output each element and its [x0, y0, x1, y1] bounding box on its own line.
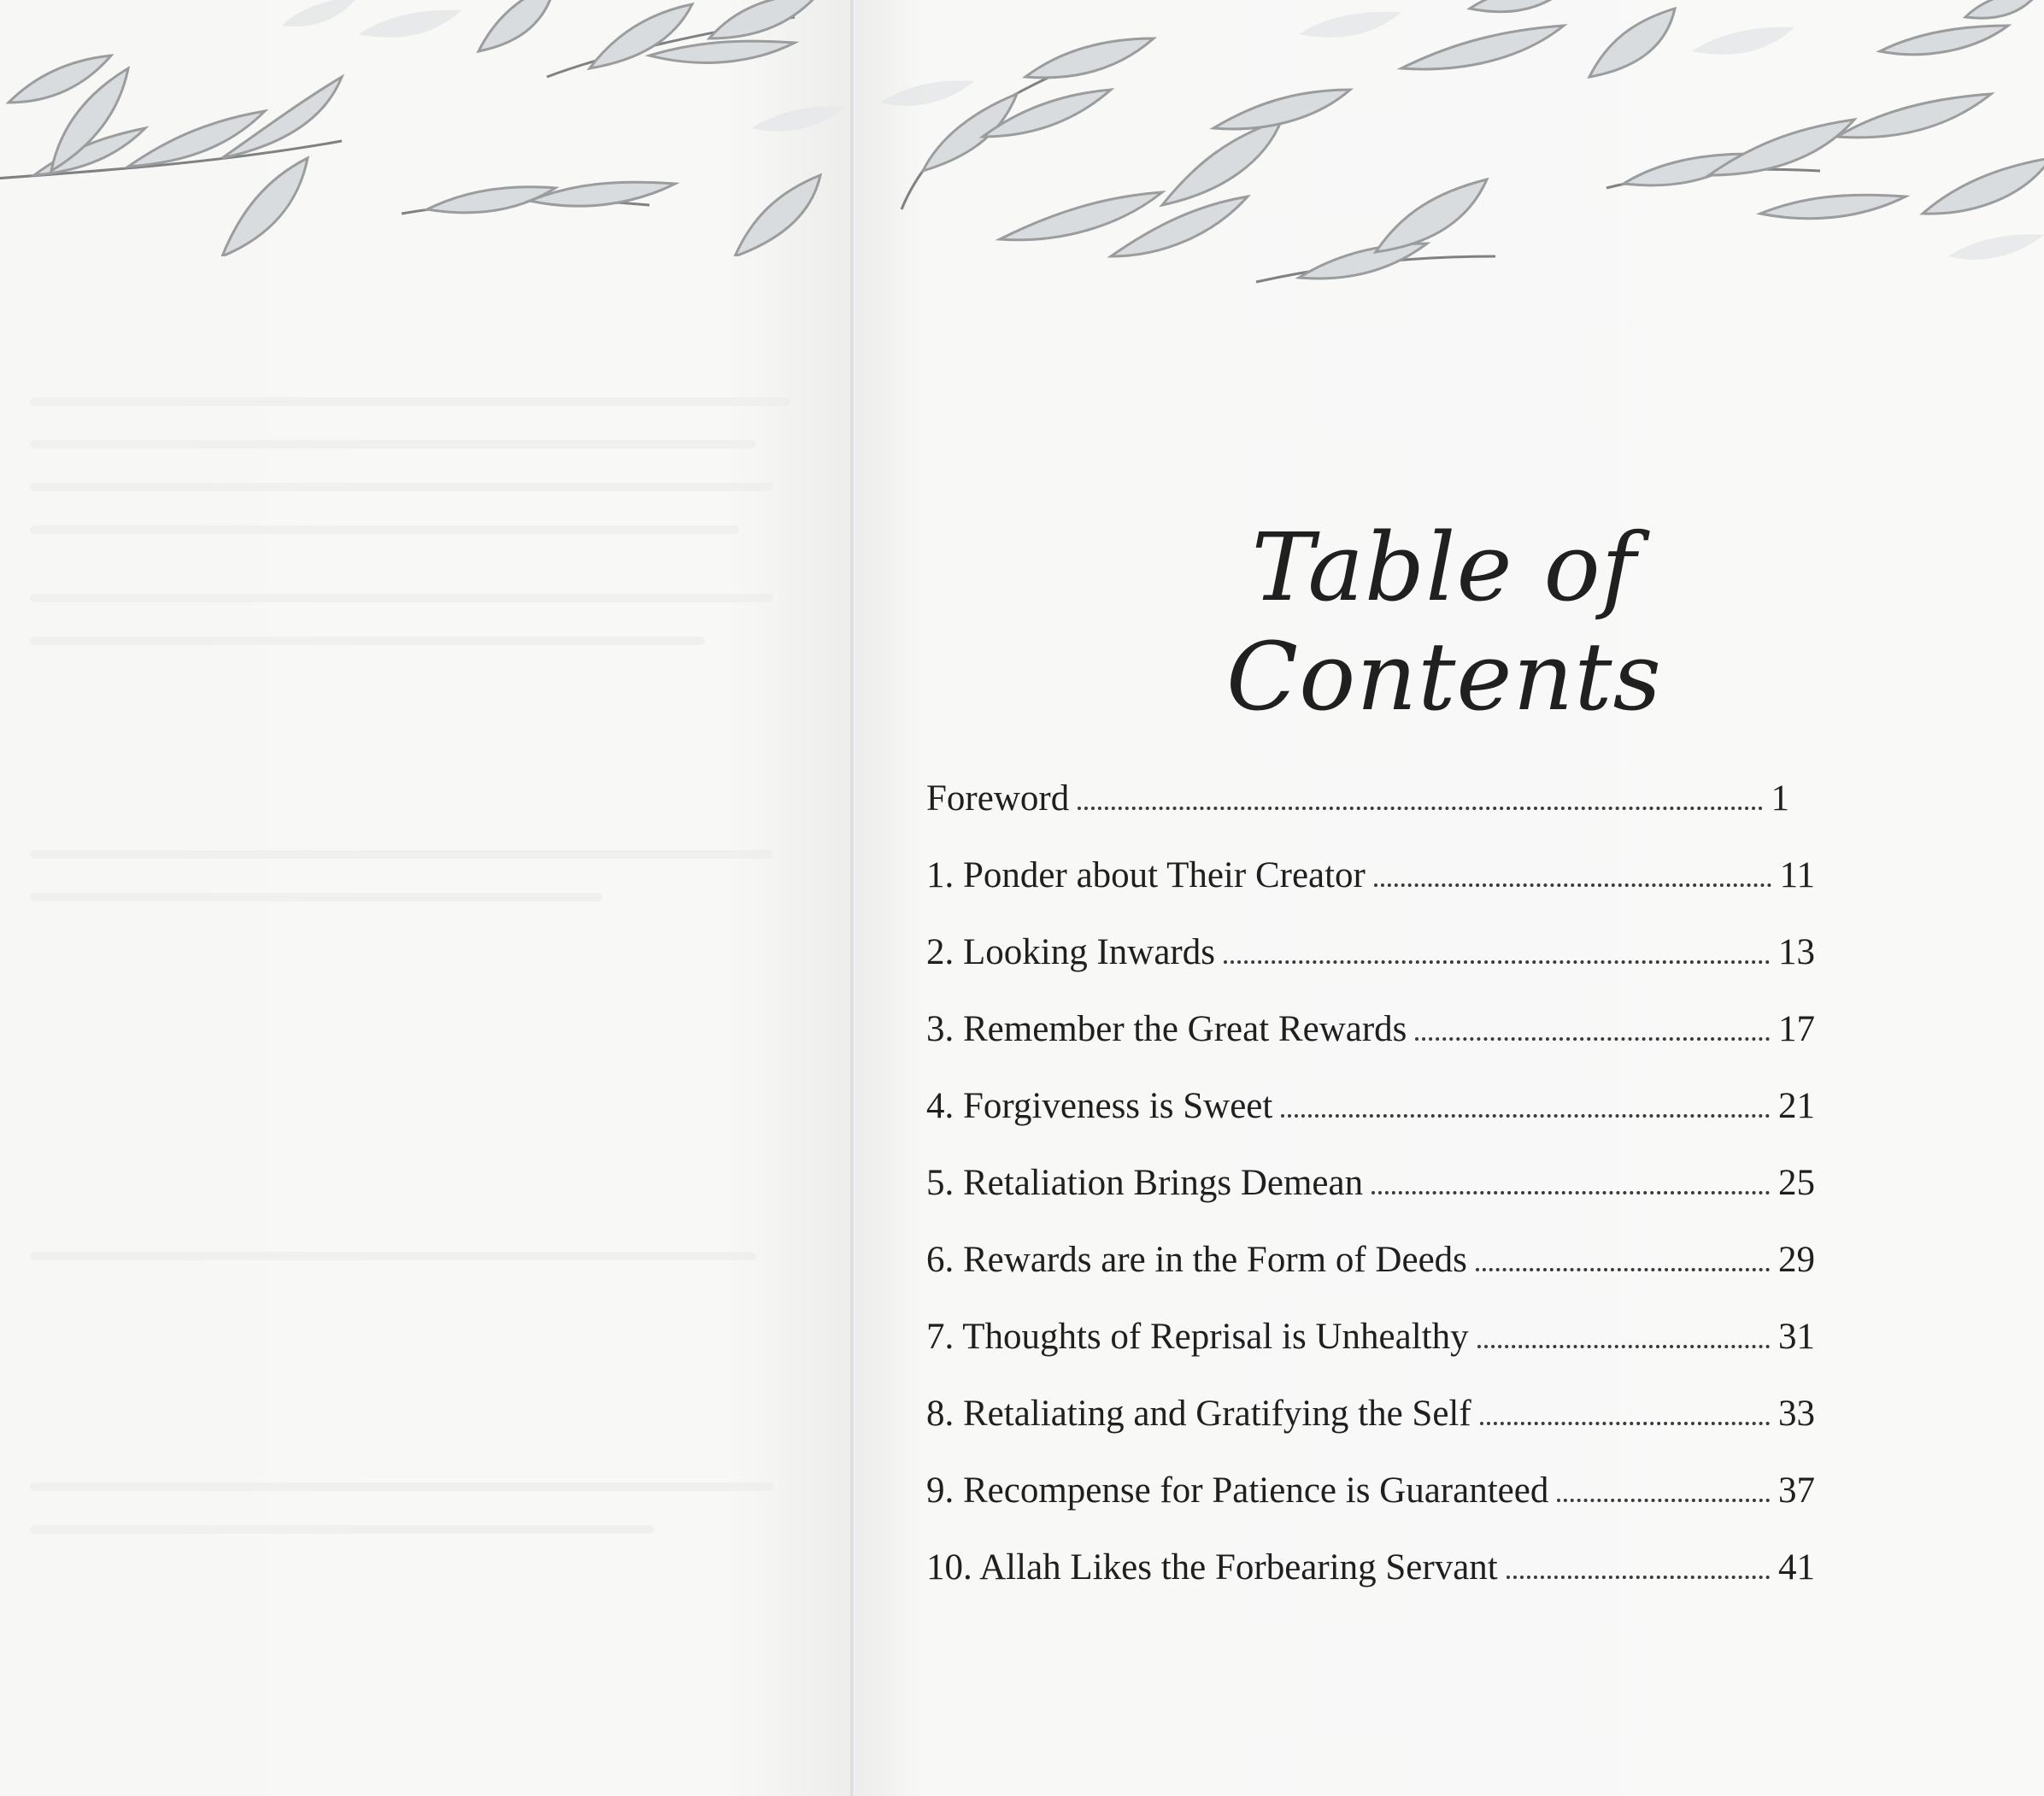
- toc-entry[interactable]: [926, 854, 1815, 931]
- toc-entry-page: 33: [1778, 1394, 1815, 1434]
- spine-gutter: [850, 0, 854, 1796]
- toc-entry[interactable]: [926, 778, 1789, 854]
- toc-entry[interactable]: [926, 1085, 1815, 1162]
- toc-entry-page: 17: [1778, 1009, 1815, 1049]
- toc-entry-label: 5. Retaliation Brings Demean: [926, 1163, 1364, 1203]
- toc-entry-label: 10. Allah Likes the Forbearing Servant: [926, 1547, 1498, 1588]
- toc-entry-page: 41: [1778, 1547, 1815, 1588]
- show-through-text: [0, 0, 853, 1796]
- toc-entry-page: 25: [1778, 1163, 1815, 1203]
- toc-entry-page: 13: [1778, 932, 1815, 972]
- dot-leader: [1415, 1037, 1770, 1041]
- toc-entry[interactable]: [926, 1008, 1815, 1085]
- toc-entry-label: 7. Thoughts of Reprisal is Unhealthy: [926, 1317, 1469, 1357]
- dot-leader: [1374, 883, 1771, 887]
- left-page: [0, 0, 853, 1796]
- dot-leader: [1476, 1268, 1770, 1271]
- dot-leader: [1371, 1191, 1770, 1194]
- leaf-border-right: [855, 0, 2044, 291]
- toc-entry[interactable]: [926, 1547, 1815, 1623]
- dot-leader: [1557, 1499, 1770, 1502]
- toc-entry-label: 2. Looking Inwards: [926, 932, 1215, 972]
- page-title: Table of Contents: [1225, 513, 1663, 731]
- toc-entry-page: 29: [1778, 1240, 1815, 1280]
- dot-leader: [1480, 1422, 1770, 1425]
- toc-entry[interactable]: [926, 1393, 1815, 1470]
- right-page: [855, 0, 2044, 1796]
- toc-entry-page: 1: [1771, 778, 1789, 819]
- toc-entry-label: 9. Recompense for Patience is Guaranteed: [926, 1470, 1549, 1511]
- toc-entry[interactable]: [926, 1316, 1815, 1393]
- toc-entry-label: 6. Rewards are in the Form of Deeds: [926, 1240, 1467, 1280]
- toc-entry-label: Foreword: [926, 778, 1070, 819]
- toc-entry-label: 4. Forgiveness is Sweet: [926, 1086, 1273, 1126]
- dot-leader: [1507, 1576, 1770, 1579]
- toc-entry[interactable]: [926, 931, 1815, 1008]
- toc-entry[interactable]: [926, 1470, 1815, 1547]
- toc-entry[interactable]: [926, 1162, 1815, 1239]
- toc-entry-page: 37: [1778, 1470, 1815, 1511]
- dot-leader: [1477, 1345, 1770, 1348]
- toc-entry-page: 31: [1778, 1317, 1815, 1357]
- toc-entry-label: 1. Ponder about Their Creator: [926, 855, 1366, 895]
- toc-entry[interactable]: [926, 1239, 1815, 1316]
- dot-leader: [1078, 807, 1762, 810]
- toc-entry-label: 8. Retaliating and Gratifying the Self: [926, 1394, 1471, 1434]
- toc-entry-page: 11: [1779, 855, 1815, 895]
- dot-leader: [1281, 1114, 1770, 1118]
- toc-entry-label: 3. Remember the Great Rewards: [926, 1009, 1407, 1049]
- dot-leader: [1224, 960, 1770, 964]
- toc-list: [926, 778, 1815, 1623]
- toc-entry-page: 21: [1778, 1086, 1815, 1126]
